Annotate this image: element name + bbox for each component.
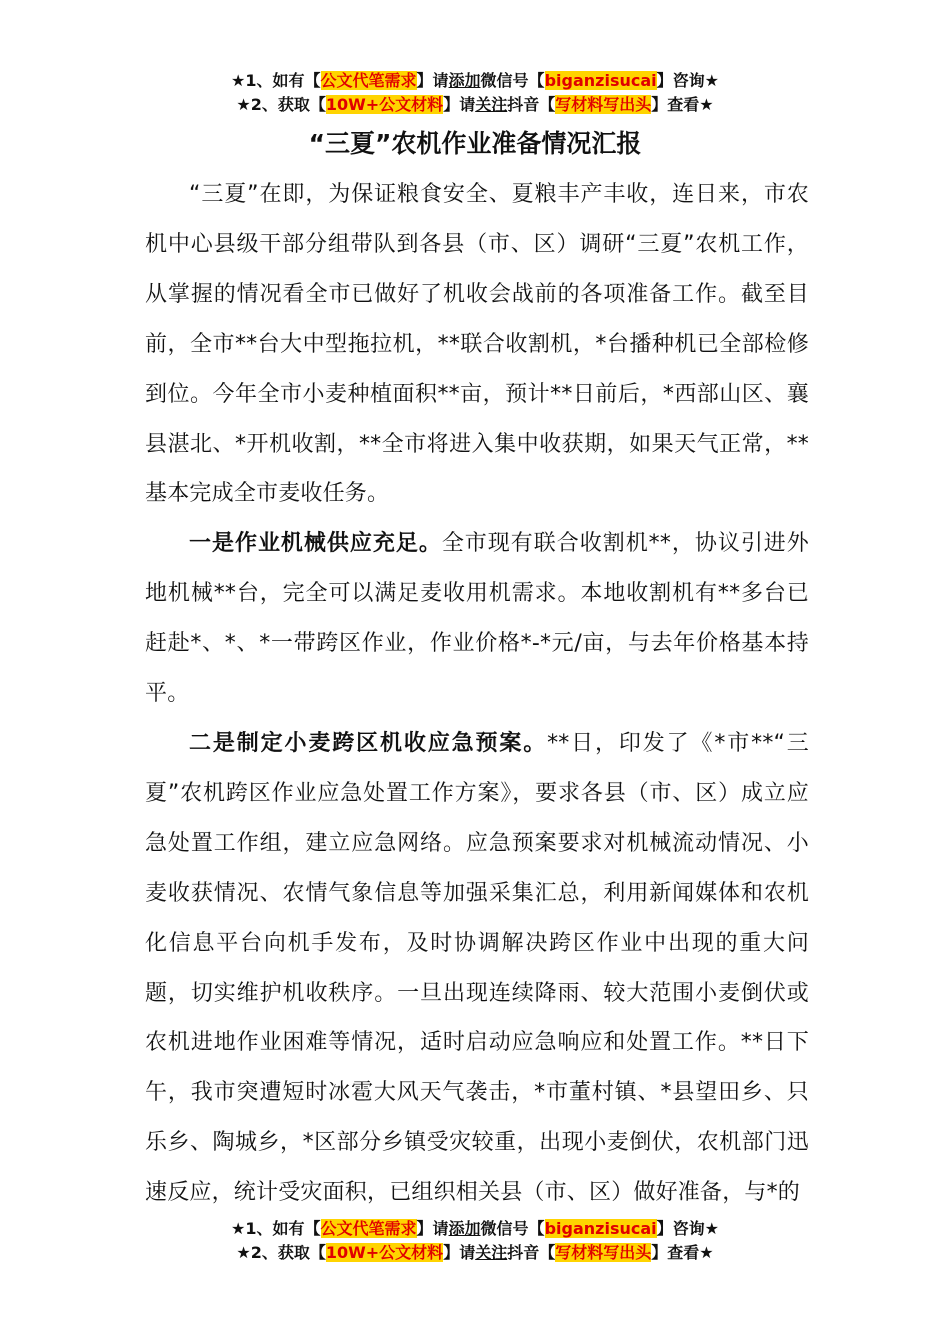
document-title: “三夏”农机作业准备情况汇报 [308,129,642,158]
promo-underlined: 添加 [448,1219,481,1238]
star-icon: ★ [236,95,251,114]
promo-line-1 [0,70,950,92]
paragraph-machinery-supply [145,519,809,719]
paragraph-lead: 二是制定小麦跨区机收应急预案。 [189,730,548,756]
paragraph-emergency-plan [145,719,809,1218]
star-icon: ★ [704,1219,719,1238]
star-icon: ★ [699,1243,714,1262]
promo-text: 微信号【 [480,71,545,90]
promo-highlight: 公文代笔需求 [320,71,417,90]
promo-underlined: 关注 [475,1243,508,1262]
promo-text: 2、获取【 [250,95,326,114]
document-body [145,170,809,1218]
promo-underlined: 关注 [475,95,508,114]
promo-text: 抖音【 [507,1243,556,1262]
paragraph-lead: 一是作业机械供应充足。 [189,531,442,557]
promo-text: 】请 [443,1243,476,1262]
paragraph-text: 全市现有联合收割机**，协议引进外地机械**台，完全可以满足麦收用机需求。本地收割机有**多台已赶赴*、*、*一带跨区作业，作业价格*-*元/亩，与去年价格基本持平。 [145,531,809,707]
promo-wechat-id: biganzisucai [544,1219,657,1238]
star-icon: ★ [236,1243,251,1262]
promo-text: 抖音【 [507,95,556,114]
star-icon: ★ [231,71,246,90]
promo-text: 】请 [443,95,476,114]
promo-wechat-id: biganzisucai [544,71,657,90]
promo-line-2 [0,94,950,116]
promo-text: 1、如有【 [245,71,321,90]
promo-text: 】查看 [651,1243,700,1262]
promo-underlined: 添加 [448,71,481,90]
promo-highlight: 10W+公文材料 [325,1243,444,1262]
promo-text: 】请 [416,71,449,90]
star-icon: ★ [699,95,714,114]
paragraph-intro [145,170,809,519]
promo-douyin-id: 写材料写出头 [555,1243,652,1262]
promo-text: 1、如有【 [245,1219,321,1238]
promo-highlight: 公文代笔需求 [320,1219,417,1238]
paragraph-text: “三夏”在即，为保证粮食安全、夏粮丰产丰收，连日来，市农机中心县级干部分组带队到各县（市、区）调研“三夏”农机工作，从掌握的情况看全市已做好了机收会战前的各项准备工作。截至目前，全市**台大中型拖拉机，**联合收割机，*台播种机已全部检修到位。今年全市小麦种植面积**亩，预计**日前后，*西部山区、襄县湛北、*开机收割，**全市将进入集中收获期，如果天气正常，**基本完成全市麦收任务。 [145,182,809,507]
promo-text: 】咨询 [656,71,705,90]
promo-text: 2、获取【 [250,1243,326,1262]
promo-text: 】咨询 [656,1219,705,1238]
star-icon: ★ [704,71,719,90]
promo-douyin-id: 写材料写出头 [555,95,652,114]
promo-text: 】请 [416,1219,449,1238]
star-icon: ★ [231,1219,246,1238]
promo-text: 】查看 [651,95,700,114]
promo-text: 微信号【 [480,1219,545,1238]
promo-line-2-footer [0,1242,950,1264]
promo-line-1-footer [0,1218,950,1240]
paragraph-text: **日，印发了《*市**“三夏”农机跨区作业应急处置工作方案》，要求各县（市、区）成立应急处置工作组，建立应急网络。应急预案要求对机械流动情况、小麦收获情况、农情气象信息等加强采集汇总，利用新闻媒体和农机化信息平台向机手发布，及时协调解决跨区作业中出现的重大问题，切实维护机收秩序。一旦出现连续降雨、较大范围小麦倒伏或农机进地作业困难等情况，适时启动应急响应和处置工作。**日下午，我市突遭短时冰雹大风天气袭击，*市董村镇、*县望田乡、只乐乡、陶城乡，*区部分乡镇受灾较重，出现小麦倒伏，农机部门迅速反应，统计受灾面积，已组织相关县（市、区）做好准备，与*的 [145,730,809,1206]
promo-highlight: 10W+公文材料 [325,95,444,114]
